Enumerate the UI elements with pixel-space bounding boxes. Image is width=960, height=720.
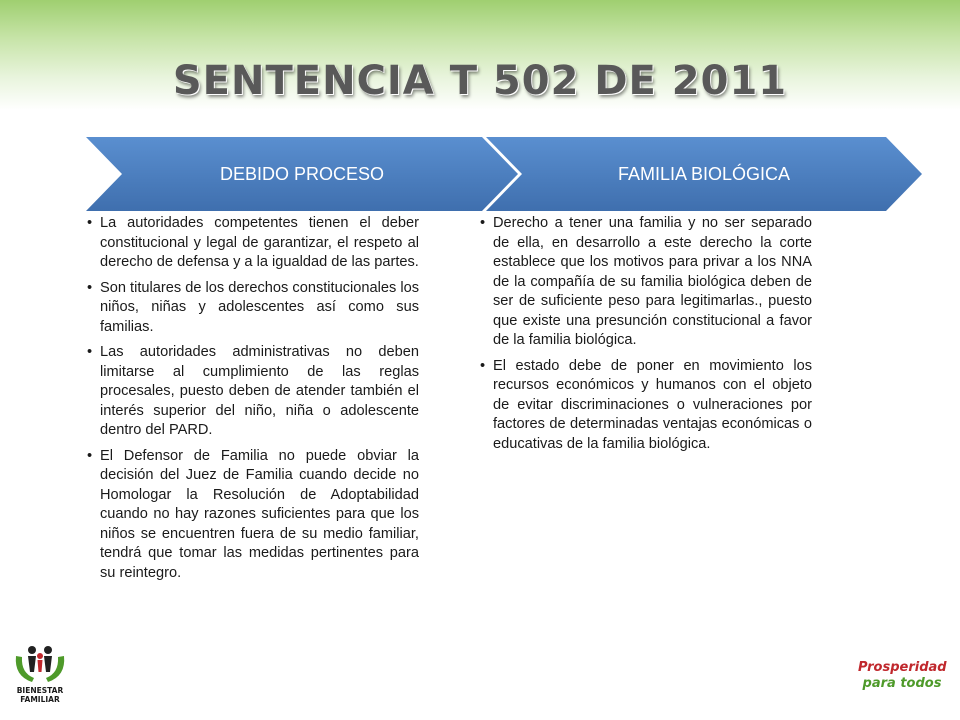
list-item: • El estado debe de poner en movimiento los recursos económicos y humanos con el objeto de evitar discriminaciones o vulneraciones por factores de determinadas ventajas económicas o educativas de la familia biológica. [480,357,812,455]
bullet-list-familia-biologica [480,214,812,460]
chevron-familia-biologica [486,137,922,211]
logo-text: BIENESTAR FAMILIAR [16,686,64,704]
column-heading-debido-proceso: DEBIDO PROCESO [219,164,385,184]
logo-text-line2: para todos [862,676,942,691]
list-item: • La autoridades competentes tienen el deber constitucional y legal de garantizar, el respeto al derecho de defensa y a la igualdad de las partes. [87,214,419,273]
bullet-list-debido-proceso [87,214,419,589]
list-item: • Son titulares de los derechos constitucionales los niños, niñas y adolescentes así como sus familias. [87,279,419,338]
list-item: • Las autoridades administrativas no deben limitarse al cumplimiento de las reglas procesales, puesto deben de atender también el interés superior del niño, niña o adolescente dentro del PARD. [87,343,419,441]
logo-text-line1: Prosperidad [858,660,947,675]
family-hands-icon [12,642,68,686]
prosperidad-para-todos-logo [858,656,946,700]
bienestar-familiar-logo [12,642,68,712]
slide-title: SENTENCIA T 502 DE 2011 [172,58,788,104]
column-heading-familia-biologica: FAMILIA BIOLÓGICA [617,164,791,184]
chevron-debido-proceso [86,137,518,211]
list-item: • Derecho a tener una familia y no ser separado de ella, en desarrollo a este derecho la corte establece que los motivos para privar a los NNA de la compañía de su familia biológica deben de ser de suficiente peso para legitimarlas., puesto que existe una presunción constitucional a favor de la familia biológica. [480,214,812,351]
list-item: • El Defensor de Familia no puede obviar la decisión del Juez de Familia cuando decide no Homologar la Resolución de Adoptabilidad cuando no hay razones suficientes para que los niños se encuentren fuera de su medio familiar, tendrá que tomar las medidas pertinentes para su reintegro. [87,447,419,584]
